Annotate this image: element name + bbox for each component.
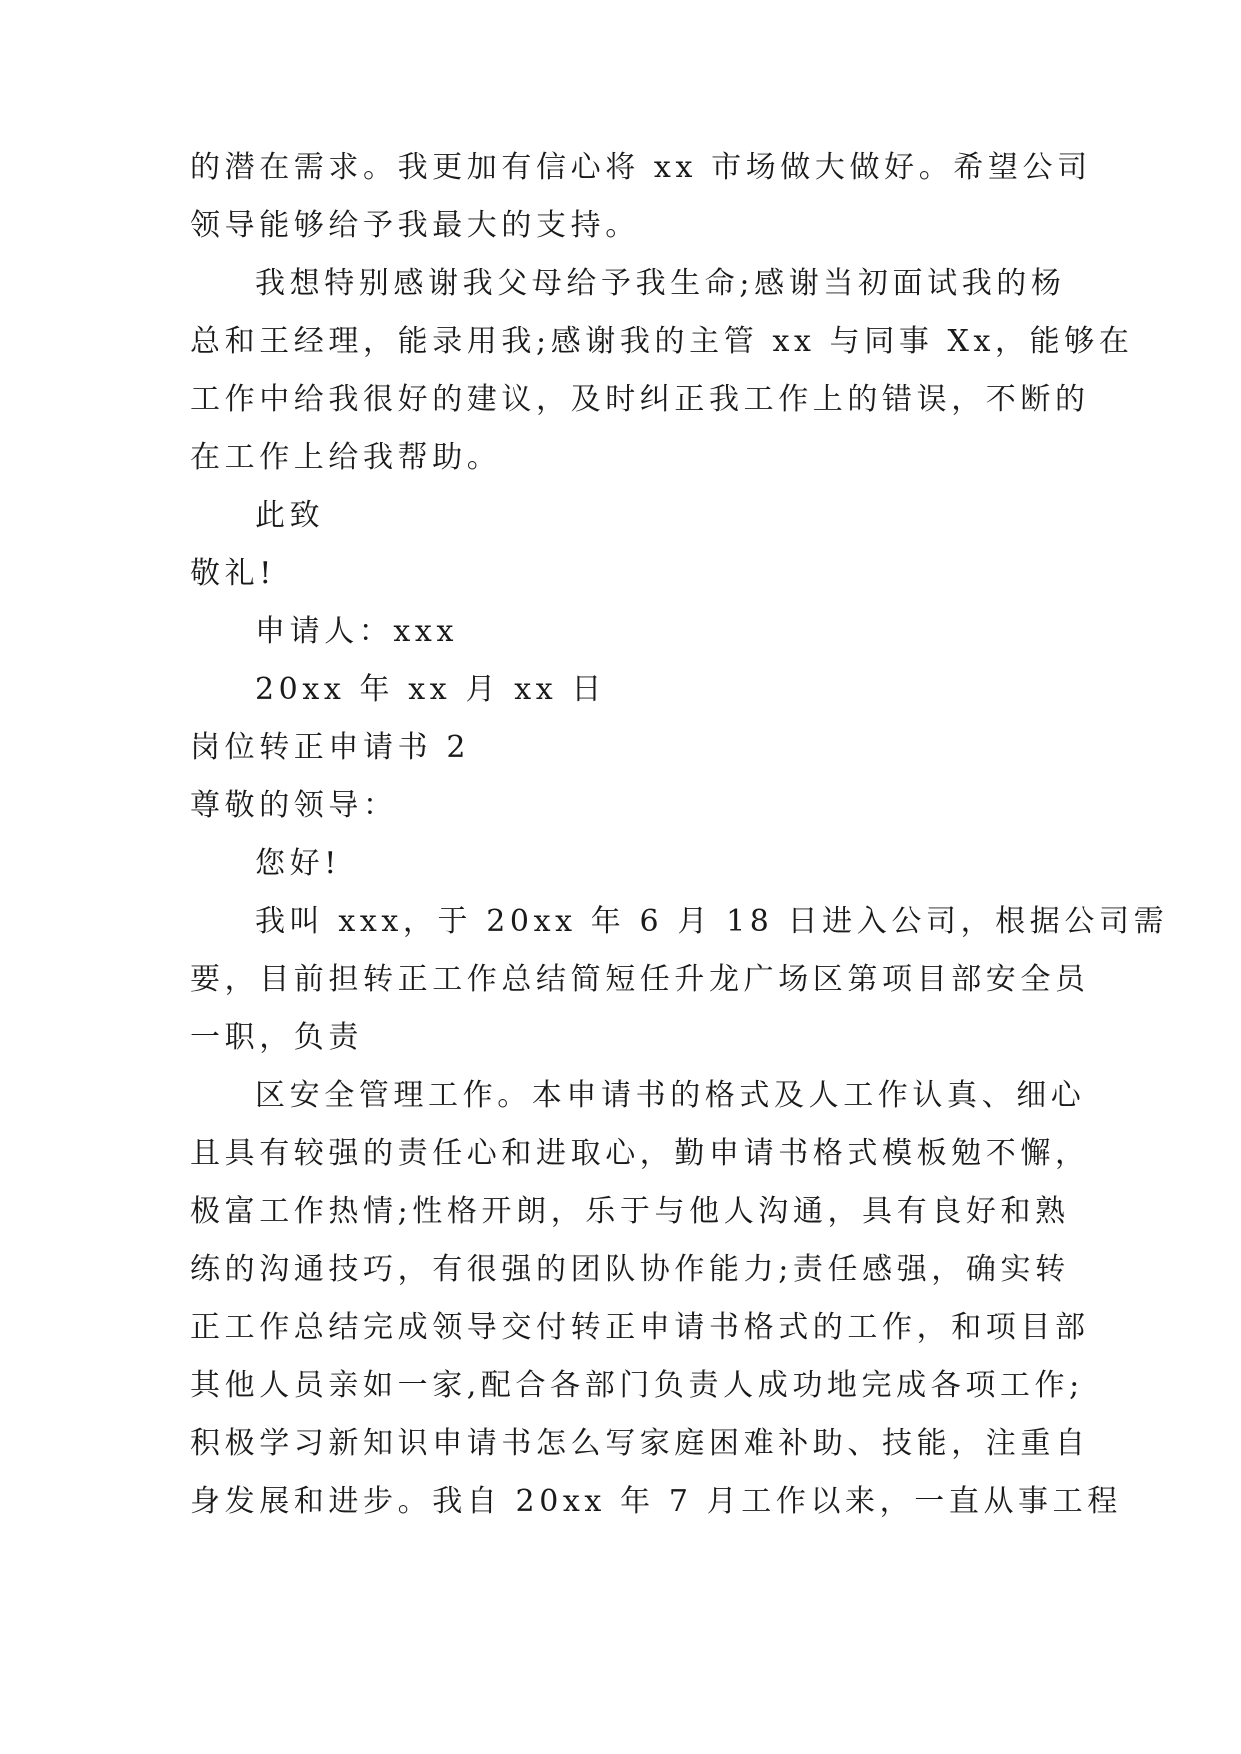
- paragraph-line: 一职，负责: [190, 1020, 363, 1055]
- date-line: 20xx 年 xx 月 xx 日: [255, 672, 606, 707]
- paragraph-line: 的潜在需求。我更加有信心将 xx 市场做大做好。希望公司: [190, 150, 1092, 185]
- greeting: 您好!: [255, 846, 341, 881]
- section-title: 岗位转正申请书 2: [190, 730, 471, 765]
- paragraph-line: 正工作总结完成领导交付转正申请书格式的工作，和项目部: [190, 1310, 1090, 1345]
- paragraph-line: 其他人员亲如一家,配合各部门负责人成功地完成各项工作;: [190, 1368, 1084, 1403]
- paragraph-line: 身发展和进步。我自 20xx 年 7 月工作以来，一直从事工程: [190, 1484, 1122, 1519]
- paragraph-line: 在工作上给我帮助。: [190, 440, 502, 475]
- paragraph-line: 积极学习新知识申请书怎么写家庭困难补助、技能，注重自: [190, 1426, 1090, 1461]
- paragraph-line: 我想特别感谢我父母给予我生命;感谢当初面试我的杨: [255, 266, 1066, 301]
- paragraph-line: 练的沟通技巧，有很强的团队协作能力;责任感强，确实转: [190, 1252, 1070, 1287]
- closing-regards: 敬礼!: [190, 556, 276, 591]
- paragraph-line: 要，目前担转正工作总结简短任升龙广场区第项目部安全员: [190, 962, 1090, 997]
- closing-salutation: 此致: [255, 498, 325, 533]
- greeting-addressee: 尊敬的领导：: [190, 788, 398, 823]
- paragraph-line: 极富工作热情;性格开朗，乐于与他人沟通，具有良好和熟: [190, 1194, 1070, 1229]
- paragraph-line: 领导能够给予我最大的支持。: [190, 208, 640, 243]
- paragraph-line: 我叫 xxx，于 20xx 年 6 月 18 日进入公司，根据公司需: [255, 904, 1169, 939]
- paragraph-line: 总和王经理，能录用我;感谢我的主管 xx 与同事 Xx，能够在: [190, 324, 1134, 359]
- paragraph-line: 且具有较强的责任心和进取心，勤申请书格式模板勉不懈，: [190, 1136, 1090, 1171]
- paragraph-line: 工作中给我很好的建议，及时纠正我工作上的错误，不断的: [190, 382, 1090, 417]
- applicant-signature: 申请人：xxx: [255, 614, 458, 649]
- paragraph-line: 区安全管理工作。本申请书的格式及人工作认真、细心: [255, 1078, 1086, 1113]
